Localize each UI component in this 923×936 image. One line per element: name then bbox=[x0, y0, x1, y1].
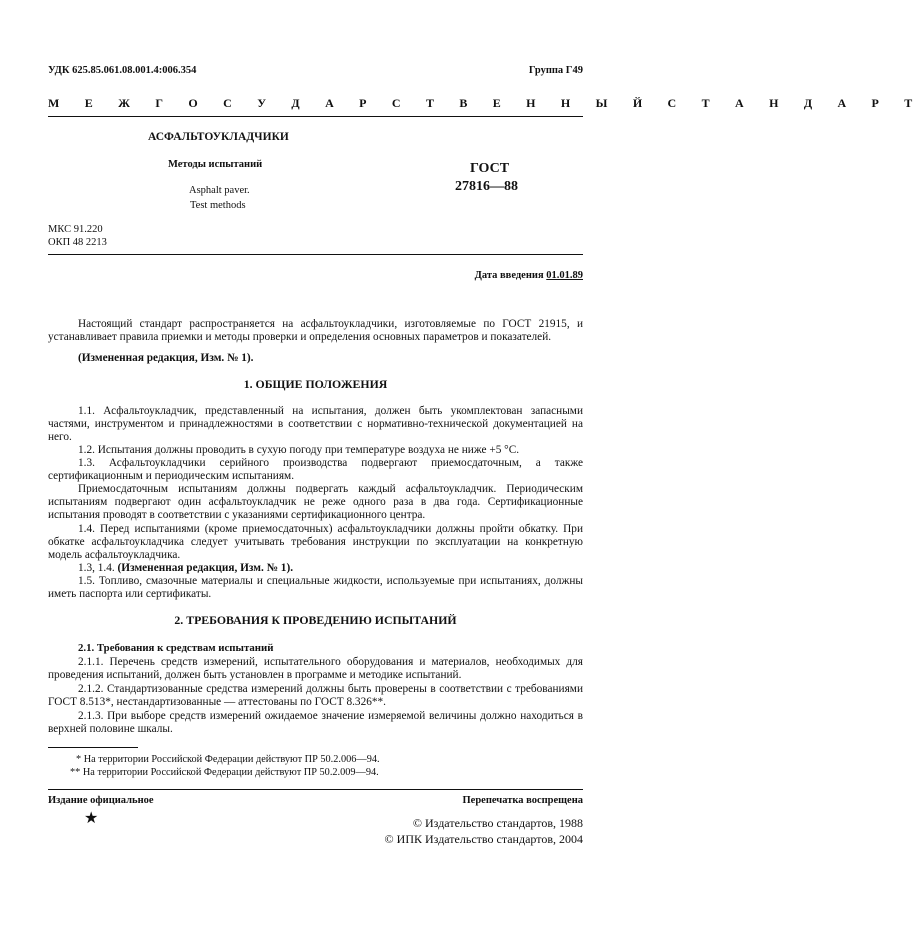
standard-type-banner: М Е Ж Г О С У Д А Р С Т В Е Н Н Ы Й С Т А Н Д А Р Т bbox=[48, 96, 923, 110]
title-en-line1: Asphalt paver. bbox=[189, 185, 250, 196]
doc-title: АСФАЛЬТОУКЛАДЧИКИ bbox=[148, 131, 289, 143]
section1-heading: 1. ОБЩИЕ ПОЛОЖЕНИЯ bbox=[243, 377, 388, 391]
udk-code: УДК 625.85.061.08.001.4:006.354 bbox=[48, 65, 197, 76]
paragraph-2-1-1: 2.1.1. Перечень средств измерений, испытательного оборудования и материалов, необходимых для проведения испытаний, должен быть установлен в программе и методике испытаний. bbox=[48, 656, 583, 681]
paragraph-1-5: 1.5. Топливо, смазочные материалы и специальные жидкости, используемые при испытаниях, должны иметь паспорта или сертификаты. bbox=[48, 575, 583, 600]
paragraph-2-1-2: 2.1.2. Стандартизованные средства измерений должны быть проверены в соответствии с требованиями ГОСТ 8.513*, нестандартизованные — аттестованы по ГОСТ 8.326**. bbox=[48, 683, 583, 708]
footnote-rule bbox=[48, 747, 138, 748]
paragraph-1-1: 1.1. Асфальтоукладчик, представленный на испытания, должен быть укомплектован запасными частями, инструментом и принадлежностями в соответствии с нормативно-технической документацией на него. bbox=[48, 405, 583, 443]
footnote-2: ** На территории Российской Федерации действуют ПР 50.2.009—94. bbox=[70, 767, 379, 778]
title-rule bbox=[48, 254, 583, 255]
reprint-notice: Перепечатка воспрещена bbox=[462, 795, 583, 806]
paragraph-2-1-3: 2.1.3. При выборе средств измерений ожидаемое значение измеряемой величины должно находиться в верхней половине шкалы. bbox=[48, 710, 583, 735]
title-en-line2: Test methods bbox=[190, 200, 246, 211]
section2-heading: 2. ТРЕБОВАНИЯ К ПРОВЕДЕНИЮ ИСПЫТАНИЙ bbox=[174, 613, 457, 627]
intro-date-value: 01.01.89 bbox=[546, 270, 583, 281]
group-code: Группа Г49 bbox=[528, 65, 583, 76]
footer-rule bbox=[48, 789, 583, 790]
subsection-2-1-heading: 2.1. Требования к средствам испытаний bbox=[78, 642, 274, 654]
star-icon: ★ bbox=[84, 810, 99, 827]
preamble-text: Настоящий стандарт распространяется на асфальтоукладчики, изготовляемые по ГОСТ 21915, и устанавливает правила приемки и методы проверки и определения основных параметров и показателей. bbox=[48, 318, 583, 343]
mks-code: МКС 91.220 bbox=[48, 224, 103, 235]
amendment-prefix: 1.3, 1.4. bbox=[78, 562, 115, 574]
footnote-1: * На территории Российской Федерации действуют ПР 50.2.006—94. bbox=[76, 754, 380, 765]
paragraph-1-3: 1.3. Асфальтоукладчики серийного производства подвергают приемосдаточным, а также сертификационным и периодическим испытаниям. bbox=[48, 457, 583, 482]
gost-number: 27816—88 bbox=[455, 179, 518, 194]
intro-date-label: Дата введения bbox=[474, 270, 544, 281]
copyright-2004: © ИПК Издательство стандартов, 2004 bbox=[384, 832, 583, 846]
official-edition: Издание официальное bbox=[48, 795, 154, 806]
paragraph-1-4: 1.4. Перед испытаниями (кроме приемосдаточных) асфальтоукладчики должны пройти обкатку. При обкатке асфальтоукладчика следует учитывать требования инструкции по эксплуатации на конкретную модель асфальтоукладчика. bbox=[48, 523, 583, 561]
header-rule bbox=[48, 116, 583, 117]
copyright-1988: © Издательство стандартов, 1988 bbox=[412, 816, 583, 830]
doc-subtitle: Методы испытаний bbox=[168, 159, 263, 170]
intro-date bbox=[475, 269, 583, 282]
gost-label: ГОСТ bbox=[470, 161, 510, 176]
preamble-amendment: (Измененная редакция, Изм. № 1). bbox=[78, 352, 254, 364]
paragraph-1-3b: Приемосдаточным испытаниям должны подвергать каждый асфальтоукладчик. Периодическим испытаниям подвергают один асфальтоукладчик не реже одного раза в два года. Сертификационные испытания проводят в соответствии с указаниями сертификационного центра. bbox=[48, 483, 583, 521]
okp-code: ОКП 48 2213 bbox=[48, 237, 107, 248]
paragraph-1-2: 1.2. Испытания должны проводить в сухую погоду при температуре воздуха не ниже +5 °С. bbox=[78, 444, 520, 456]
amendment-text: (Измененная редакция, Изм. № 1). bbox=[117, 562, 294, 574]
amendment-1-3-1-4 bbox=[78, 562, 293, 575]
